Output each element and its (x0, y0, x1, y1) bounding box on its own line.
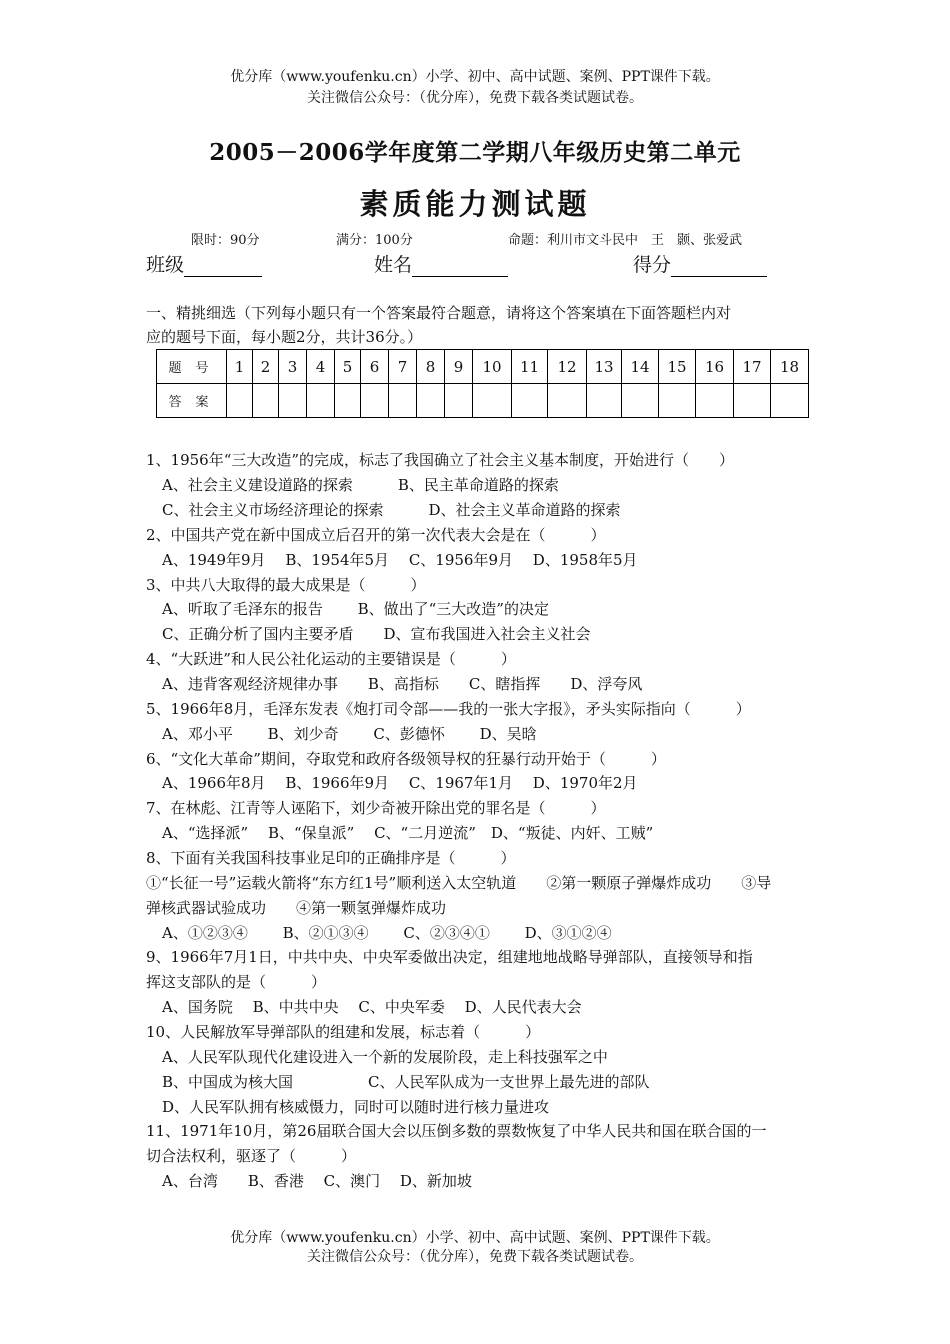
header-line-2: 关注微信公众号：（优分库），免费下载各类试题试卷。 (307, 90, 643, 106)
footer-line-2: 关注微信公众号：（优分库），免费下载各类试题试卷。 (307, 1249, 643, 1265)
question-text: 切合法权利，驱逐了（ ） (146, 1147, 357, 1165)
title-line-2: 素质能力测试题 (359, 187, 591, 221)
answer-cell[interactable] (696, 384, 734, 418)
question-options: A、听取了毛泽东的报告 B、做出了“三大改造”的决定 (162, 600, 549, 618)
name-blank[interactable] (412, 257, 508, 277)
question-number-cell: 13 (587, 350, 622, 384)
answer-cell[interactable] (253, 384, 279, 418)
answer-cell[interactable] (734, 384, 771, 418)
question-options: A、违背客观经济规律办事 B、高指标 C、瞎指挥 D、浮夸风 (162, 675, 643, 693)
question-text: 弹核武器试验成功 ④第一颗氢弹爆炸成功 (146, 899, 447, 917)
question-number-cell: 15 (659, 350, 696, 384)
answer-cell[interactable] (279, 384, 307, 418)
question-number-cell: 5 (335, 350, 361, 384)
question-text: 10、人民解放军导弹部队的组建和发展，标志着（ ） (146, 1023, 541, 1041)
answer-cell[interactable] (771, 384, 809, 418)
question-options: C、社会主义市场经济理论的探索 D、社会主义革命道路的探索 (162, 501, 621, 519)
question-text: 11、1971年10月，第26届联合国大会以压倒多数的票数恢复了中华人民共和国在联合国的一 (146, 1122, 767, 1140)
question-options: C、正确分析了国内主要矛盾 D、宣布我国进入社会主义社会 (162, 625, 591, 643)
question-options: A、“选择派” B、“保皇派” C、“二月逆流” D、“叛徒、内奸、工贼” (162, 824, 654, 842)
answer-cell[interactable] (548, 384, 587, 418)
question-number-cell: 4 (307, 350, 335, 384)
answer-cell[interactable] (417, 384, 445, 418)
time-limit: 限时：90分 (191, 233, 260, 248)
author: 命题：利川市文斗民中 王 颢、张爱武 (508, 233, 743, 248)
answer-row-label: 答案 (157, 384, 227, 418)
section1-line-1: 一、精挑细选（下列每小题只有一个答案最符合题意，请将这个答案填在下面答题栏内对 (146, 304, 732, 322)
question-options: A、人民军队现代化建设进入一个新的发展阶段，走上科技强军之中 (162, 1048, 608, 1066)
score-label: 得分 (633, 254, 672, 276)
question-number-cell: 11 (512, 350, 548, 384)
answer-cell[interactable] (307, 384, 335, 418)
question-number-cell: 14 (622, 350, 659, 384)
question-number-cell: 6 (361, 350, 389, 384)
answer-cell[interactable] (622, 384, 659, 418)
score-blank[interactable] (671, 257, 767, 277)
question-options: A、1949年9月 B、1954年5月 C、1956年9月 D、1958年5月 (162, 551, 638, 569)
header-line-1: 优分库（www.youfenku.cn）小学、初中、高中试题、案例、PPT课件下载。 (230, 69, 720, 85)
question-text: 2、中国共产党在新中国成立后召开的第一次代表大会是在（ ） (146, 526, 606, 544)
question-text: 9、1966年7月1日，中共中央、中央军委做出决定，组建地地战略导弹部队，直接领导和指 (146, 948, 753, 966)
question-text: 挥这支部队的是（ ） (146, 973, 327, 991)
class-blank[interactable] (184, 257, 262, 277)
question-number-cell: 3 (279, 350, 307, 384)
question-options: B、中国成为核大国 C、人民军队成为一支世界上最先进的部队 (162, 1073, 650, 1091)
question-text: 6、“文化大革命”期间，夺取党和政府各级领导权的狂暴行动开始于（ ） (146, 750, 666, 768)
question-options: A、台湾 B、香港 C、澳门 D、新加坡 (162, 1172, 472, 1190)
question-text: 1、1956年“三大改造”的完成，标志了我国确立了社会主义基本制度，开始进行（ ） (146, 451, 735, 469)
answer-cell[interactable] (361, 384, 389, 418)
class-field (146, 250, 262, 277)
question-number-cell: 18 (771, 350, 809, 384)
class-label: 班级 (146, 254, 185, 276)
answer-cell[interactable] (512, 384, 548, 418)
question-number-cell: 10 (473, 350, 512, 384)
question-text: ①“长征一号”运载火箭将“东方红1号”顺利送入太空轨道 ②第一颗原子弹爆炸成功 ③导 (146, 874, 772, 892)
title-line-1: 2005－2006学年度第二学期八年级历史第二单元 (209, 139, 741, 166)
question-options: A、社会主义建设道路的探索 B、民主革命道路的探索 (162, 476, 559, 494)
question-text: 8、下面有关我国科技事业足印的正确排序是（ ） (146, 849, 516, 867)
question-number-cell: 12 (548, 350, 587, 384)
name-field (374, 250, 508, 277)
answer-table-answer-row (157, 384, 809, 418)
score-field (633, 250, 767, 277)
section1-line-2: 应的题号下面，每小题2分，共计36分。） (146, 328, 423, 346)
question-number-cell: 8 (417, 350, 445, 384)
question-options: A、国务院 B、中共中央 C、中央军委 D、人民代表大会 (162, 998, 582, 1016)
question-options: A、邓小平 B、刘少奇 C、彭德怀 D、吴晗 (162, 725, 537, 743)
question-options: D、人民军队拥有核威慑力，同时可以随时进行核力量进攻 (162, 1098, 550, 1116)
answer-cell[interactable] (445, 384, 473, 418)
answer-cell[interactable] (335, 384, 361, 418)
question-text: 4、“大跃进”和人民公社化运动的主要错误是（ ） (146, 650, 516, 668)
answer-cell[interactable] (389, 384, 417, 418)
question-number-cell: 9 (445, 350, 473, 384)
answer-table (156, 349, 809, 418)
footer-line-1: 优分库（www.youfenku.cn）小学、初中、高中试题、案例、PPT课件下载。 (230, 1230, 720, 1246)
question-number-cell: 2 (253, 350, 279, 384)
answer-table-number-row (157, 350, 809, 384)
question-number-cell: 1 (227, 350, 253, 384)
number-row-label: 题号 (157, 350, 227, 384)
question-text: 5、1966年8月，毛泽东发表《炮打司令部——我的一张大字报》，矛头实际指向（ ） (146, 700, 751, 718)
name-label: 姓名 (374, 254, 413, 276)
question-number-cell: 17 (734, 350, 771, 384)
question-options: A、1966年8月 B、1966年9月 C、1967年1月 D、1970年2月 (162, 774, 638, 792)
answer-cell[interactable] (473, 384, 512, 418)
answer-cell[interactable] (659, 384, 696, 418)
full-score: 满分：100分 (336, 233, 413, 248)
answer-cell[interactable] (587, 384, 622, 418)
question-number-cell: 7 (389, 350, 417, 384)
question-number-cell: 16 (696, 350, 734, 384)
question-text: 3、中共八大取得的最大成果是（ ） (146, 576, 426, 594)
answer-cell[interactable] (227, 384, 253, 418)
question-options: A、①②③④ B、②①③④ C、②③④① D、③①②④ (162, 924, 612, 942)
question-text: 7、在林彪、江青等人诬陷下，刘少奇被开除出党的罪名是（ ） (146, 799, 606, 817)
